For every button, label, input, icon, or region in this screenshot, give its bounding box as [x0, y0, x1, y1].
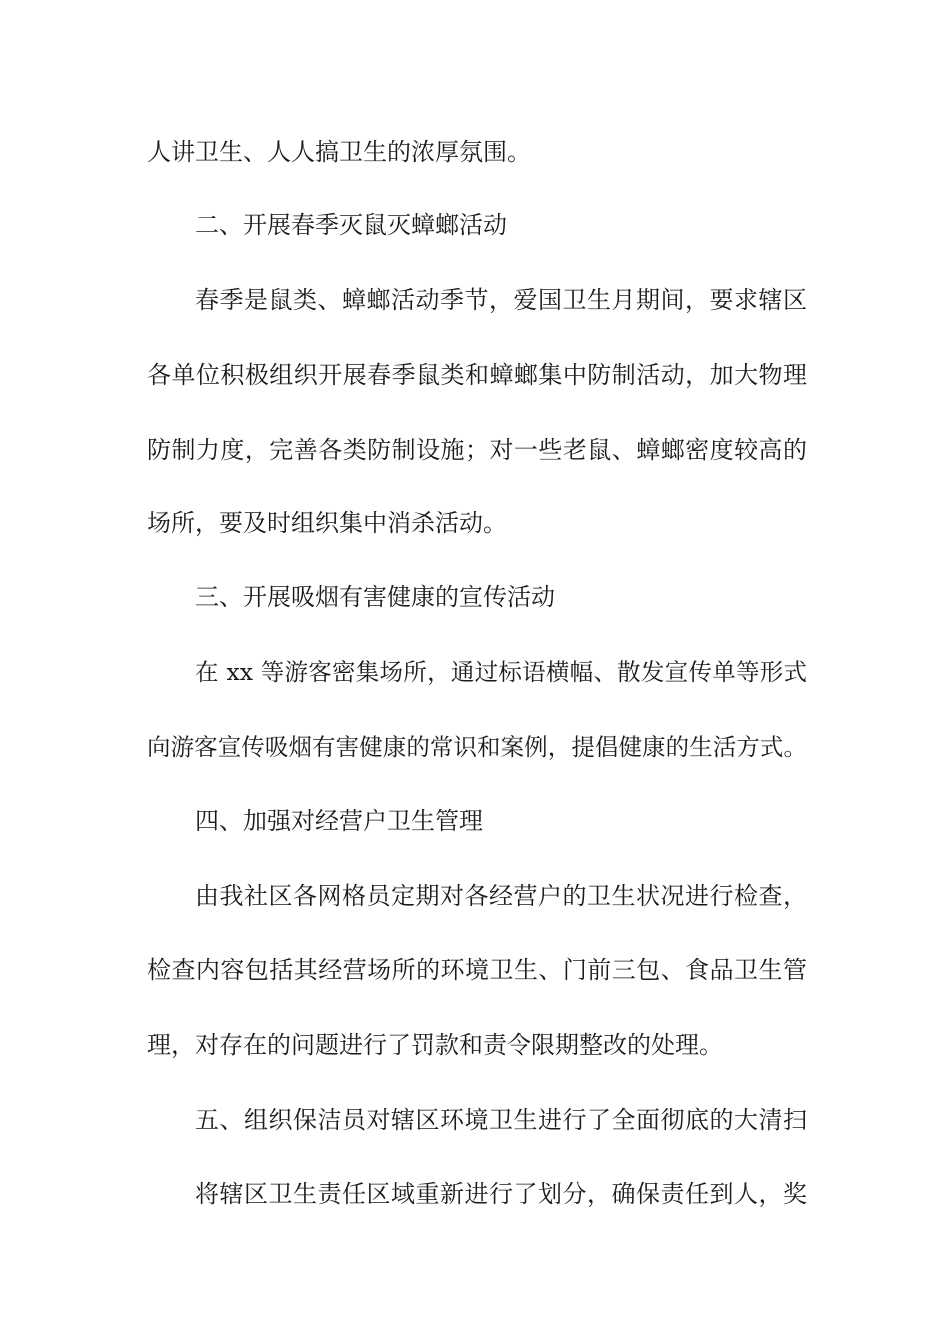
text-line: 检查内容包括其经营场所的环境卫生、门前三包、食品卫生管	[147, 956, 807, 984]
text-line: 场所，要及时组织集中消杀活动。	[147, 509, 507, 537]
text-line: 人讲卫生、人人搞卫生的浓厚氛围。	[147, 138, 531, 166]
section-heading: 三、开展吸烟有害健康的宣传活动	[195, 583, 555, 611]
text-line: 各单位积极组织开展春季鼠类和蟑螂集中防制活动，加大物理	[147, 361, 807, 389]
section-heading: 二、开展春季灭鼠灭蟑螂活动	[195, 211, 507, 239]
text-line: 将辖区卫生责任区域重新进行了划分，确保责任到人，奖	[195, 1180, 807, 1208]
text-line: 理，对存在的问题进行了罚款和责令限期整改的处理。	[147, 1031, 723, 1059]
text-line: 在 xx 等游客密集场所，通过标语横幅、散发宣传单等形式	[195, 658, 807, 686]
section-heading: 四、加强对经营户卫生管理	[195, 807, 483, 835]
section-heading: 五、组织保洁员对辖区环境卫生进行了全面彻底的大清扫	[195, 1106, 807, 1134]
text-line: 由我社区各网格员定期对各经营户的卫生状况进行检查，	[195, 882, 807, 910]
text-line: 春季是鼠类、蟑螂活动季节，爱国卫生月期间，要求辖区	[195, 286, 807, 314]
text-line: 向游客宣传吸烟有害健康的常识和案例，提倡健康的生活方式。	[147, 733, 807, 761]
text-line: 防制力度，完善各类防制设施；对一些老鼠、蟑螂密度较高的	[147, 436, 807, 464]
